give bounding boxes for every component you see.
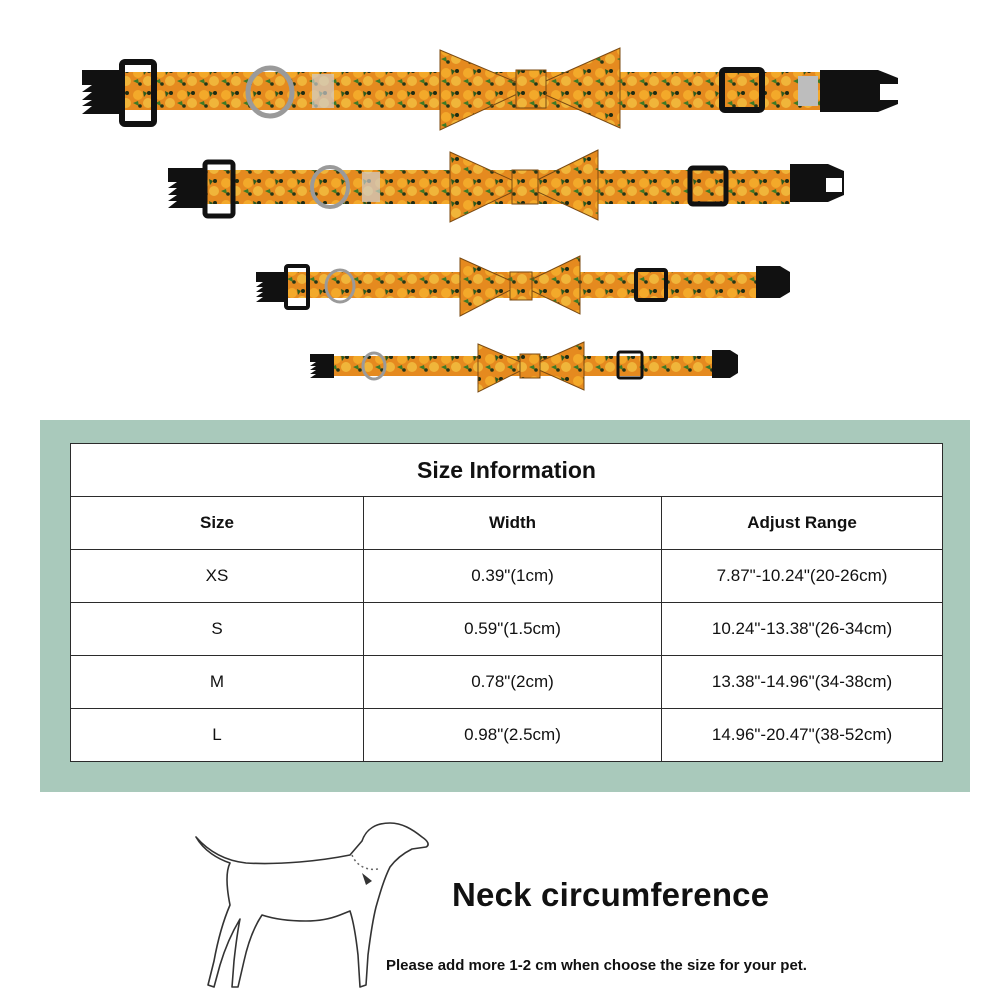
header-width: Width	[364, 497, 662, 550]
table-row	[71, 550, 943, 603]
collar-image	[0, 0, 1000, 410]
cell-size: S	[71, 603, 364, 656]
collar-s	[256, 256, 790, 316]
cell-width: 0.39"(1cm)	[364, 550, 662, 603]
cell-size: M	[71, 656, 364, 709]
bow-tie-icon	[440, 48, 620, 130]
size-note: Please add more 1-2 cm when choose the size for your pet.	[386, 957, 807, 974]
table-header-row	[71, 497, 943, 550]
cell-size: L	[71, 709, 364, 762]
header-size: Size	[71, 497, 364, 550]
cell-adjust-range: 7.87"-10.24"(20-26cm)	[662, 550, 943, 603]
neck-circumference-title: Neck circumference	[452, 876, 770, 913]
table-title: Size Information	[71, 444, 943, 497]
collar-xs	[310, 342, 738, 392]
cell-width: 0.59"(1.5cm)	[364, 603, 662, 656]
table-row	[71, 656, 943, 709]
buckle-icon	[82, 70, 122, 114]
table-row	[71, 709, 943, 762]
cell-adjust-range: 10.24"-13.38"(26-34cm)	[662, 603, 943, 656]
cell-size: XS	[71, 550, 364, 603]
table-row	[71, 603, 943, 656]
collar-l	[82, 48, 898, 130]
cell-width: 0.78"(2cm)	[364, 656, 662, 709]
cell-width: 0.98"(2.5cm)	[364, 709, 662, 762]
collar-product-image	[0, 0, 1000, 410]
cell-adjust-range: 13.38"-14.96"(34-38cm)	[662, 656, 943, 709]
size-table	[70, 443, 943, 762]
cell-adjust-range: 14.96"-20.47"(38-52cm)	[662, 709, 943, 762]
header-adjust-range: Adjust Range	[662, 497, 943, 550]
collar-m	[168, 150, 844, 222]
size-info-panel	[40, 420, 970, 792]
